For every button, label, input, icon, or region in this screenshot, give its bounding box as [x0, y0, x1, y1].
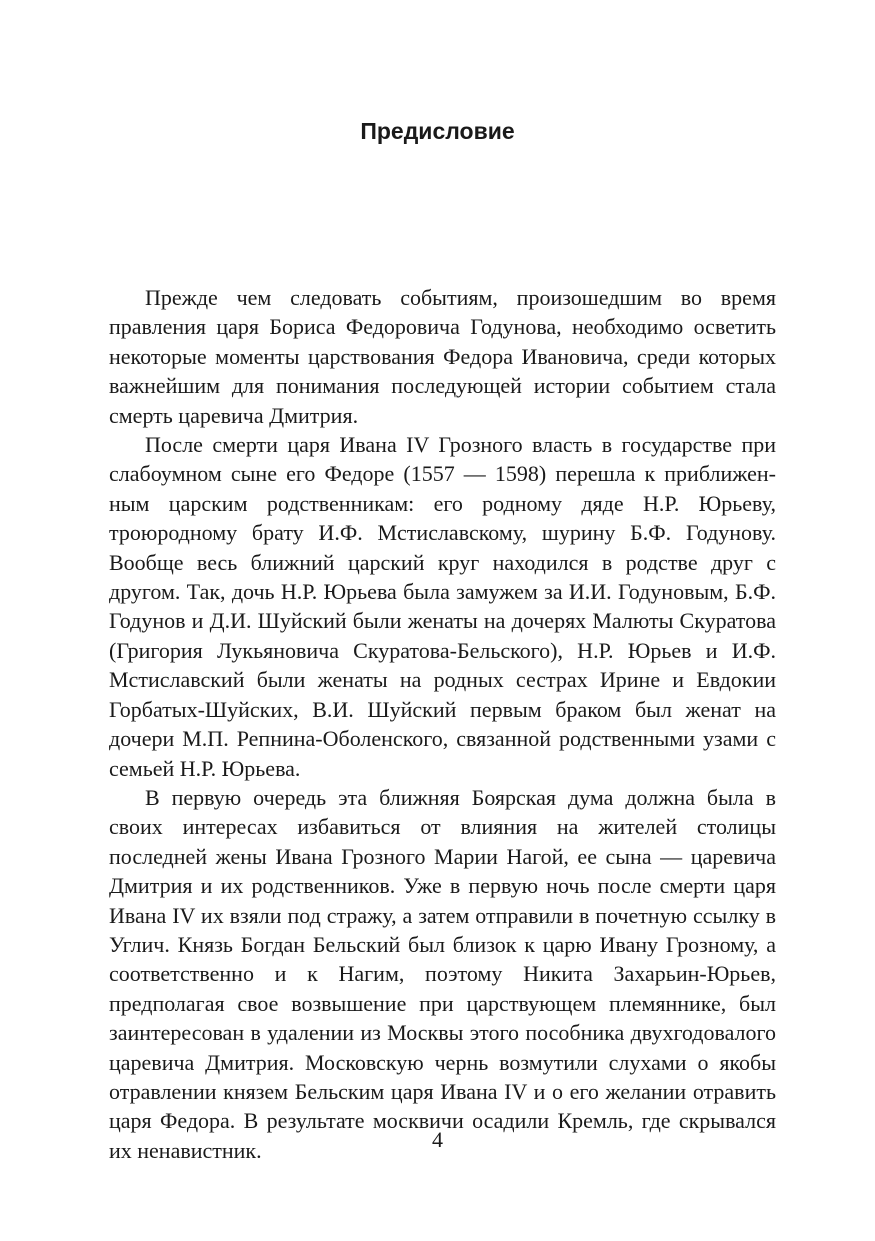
paragraph-3: В первую очередь эта ближняя Боярская дума должна была в своих интересах избавиться от влияния на жителей столицы последней жены Ивана Грозного Марии Нагой, ее сына — царевича Дмитрия и их родственников. Уже в первую ночь после смерти царя Ивана IV их взяли под стражу, а затем отправили в почетную ссылку в Углич. Князь Богдан Бельский был близок к царю Ивану Грозному, а соответственно и к Нагим, поэтому Никита Захарьин-Юрьев, предполагая свое возвышение при царствующем племяннике, был заинтересован в удалении из Москвы этого пособника двухгодовалого царевича Дмитрия. Московскую чернь возмутили слухами о якобы отравлении князем Бельским царя Ивана IV и о его желании отравить царя Федора. В результате москвичи осадили Кремль, где скрывался их ненавистник. — [109, 784, 776, 1163]
chapter-title: Предисловие — [360, 118, 515, 144]
paragraph-1: Прежде чем следовать событиям, произошедшим во время правления царя Бориса Федоровича Годунова, необходимо осветить некоторые моменты царствования Федора Ивановича, среди которых важнейшим для понимания последующей истории событием стала смерть царевича Дмитрия. — [109, 285, 776, 428]
page-number: 4 — [432, 1127, 443, 1152]
body-text — [109, 283, 776, 1165]
paragraph-2: После смерти царя Ивана IV Грозного власть в государстве при слабоумном сыне его Федоре (1557 — 1598) перешла к приближенным царским родственникам: его родному дяде Н.Р. Юрьеву, троюродному брату И.Ф. Мстиславскому, шурину Б.Ф. Годунову. Вообще весь ближний царский круг находился в родстве друг с другом. Так, дочь Н.Р. Юрьева была замужем за И.И. Годуновым, Б.Ф. Годунов и Д.И. Шуйский были женаты на дочерях Малюты Скуратова (Григория Лукьяновича Скуратова-Бельского), Н.Р. Юрьев и И.Ф. Мстиславский были женаты на родных сестрах Ирине и Евдокии Горбатых-Шуйских, В.И. Шуйский первым браком был женат на дочери М.П. Репнина-Оболенского, связанной родственными узами с семьей Н.Р. Юрьева. — [109, 432, 776, 781]
